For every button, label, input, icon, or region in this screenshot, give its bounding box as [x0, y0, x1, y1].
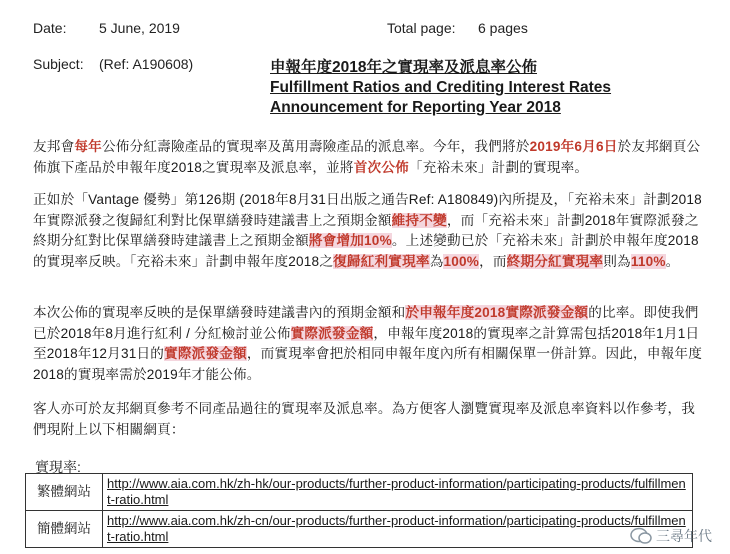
paragraph-intro: 友邦會每年公佈分紅壽險產品的實現率及萬用壽險產品的派息率。今年，我們將於2019年6月6日於友邦網頁公佈旗下產品於申報年度2018之實現率及派息率，並將首次公佈「充裕未來」計劃的實現率。: [33, 139, 701, 175]
total-page-label: Total page:: [387, 20, 456, 36]
title-en-line2: Announcement for Reporting Year 2018: [270, 99, 561, 116]
paragraph-calculation: 本次公佈的實現率反映的是保單繕發時建議書內的預期金額和於申報年度2018實際派發金額的比率。即使我們已於2018年8月進行紅利 / 分紅檢討並公佈實際派發金額，申報年度2018的實現率之計算需包括2018年1月1日至2018年12月31日的實際派發金額，而實現率會把於相同申報年度內所有相關保單一併計算。因此，申報年度2018的實現率需於2019年才能公佈。: [33, 305, 703, 382]
title-zh: 申報年度2018年之實現率及派息率公佈: [270, 59, 537, 76]
highlight-terminal-ratio: 終期分紅實現率: [506, 253, 604, 269]
highlight-date: 2019年6月6日: [529, 139, 618, 154]
paragraph-reference: 客人亦可於友邦網頁參考不同產品過往的實現率及派息率。為方便客人瀏覽實現率及派息率資料以作參考，我們現附上以下相關網頁：: [33, 401, 696, 437]
paragraph-vantage: 正如於「Vantage 優勢」第126期 (2018年8月31日出版之通告Ref: A180849)內所提及，「充裕未來」計劃2018年實際派發之復歸紅利對比保單繕發時建議書上之預期金額維持不變，而「充裕未來」計劃2018年實際派發之終期分紅對比保單繕發時建議書上之預期金額將會增加10%。上述變動已於「充裕未來」計劃於申報年度2018的實現率反映。「充裕未來」計劃申報年度2018之復歸紅利實現率為100%，而終期分紅實現率則為110%。: [33, 192, 702, 269]
highlight-annually: 每年: [74, 139, 102, 154]
link-url-simplified[interactable]: http://www.aia.com.hk/zh-cn/our-products/further-product-information/participating-products/fulfillment-ratio.html: [103, 511, 693, 548]
title-en-line1: Fulfillment Ratios and Crediting Interest Rates: [270, 79, 612, 96]
watermark: [630, 526, 712, 546]
watermark-text: 三尋年代: [656, 528, 712, 544]
table-row: [26, 511, 693, 548]
subject-ref: (Ref: A190608): [99, 56, 194, 72]
highlight-110: 110%: [630, 253, 666, 269]
highlight-reversionary-ratio: 復歸紅利實現率: [333, 253, 430, 269]
announcement-title: [270, 58, 611, 118]
chat-bubble-icon: [630, 527, 652, 545]
highlight-increase: 將會增加10%: [308, 233, 392, 248]
total-page-value: 6 pages: [478, 20, 528, 36]
highlight-actual-2018: 於申報年度2018實際派發金額: [405, 305, 589, 320]
links-table: [25, 473, 693, 548]
date-label: Date:: [33, 20, 67, 36]
highlight-actual-amount-2: 實際派發金額: [164, 346, 247, 361]
link-category-traditional: 繁體網站: [26, 474, 103, 511]
fulfillment-ratio-label: 實現率:: [35, 459, 81, 475]
link-category-simplified: 簡體網站: [26, 511, 103, 548]
subject-label: Subject:: [33, 56, 84, 72]
table-row: [26, 474, 693, 511]
link-url-traditional[interactable]: http://www.aia.com.hk/zh-hk/our-products/further-product-information/participating-products/fulfillment-ratio.html: [103, 474, 693, 511]
highlight-unchanged: 維持不變: [391, 212, 447, 228]
highlight-first-time: 首次公佈: [353, 159, 409, 175]
highlight-100: 100%: [443, 253, 480, 269]
date-value: 5 June, 2019: [99, 20, 180, 36]
highlight-actual-amount-1: 實際派發金額: [290, 325, 374, 341]
